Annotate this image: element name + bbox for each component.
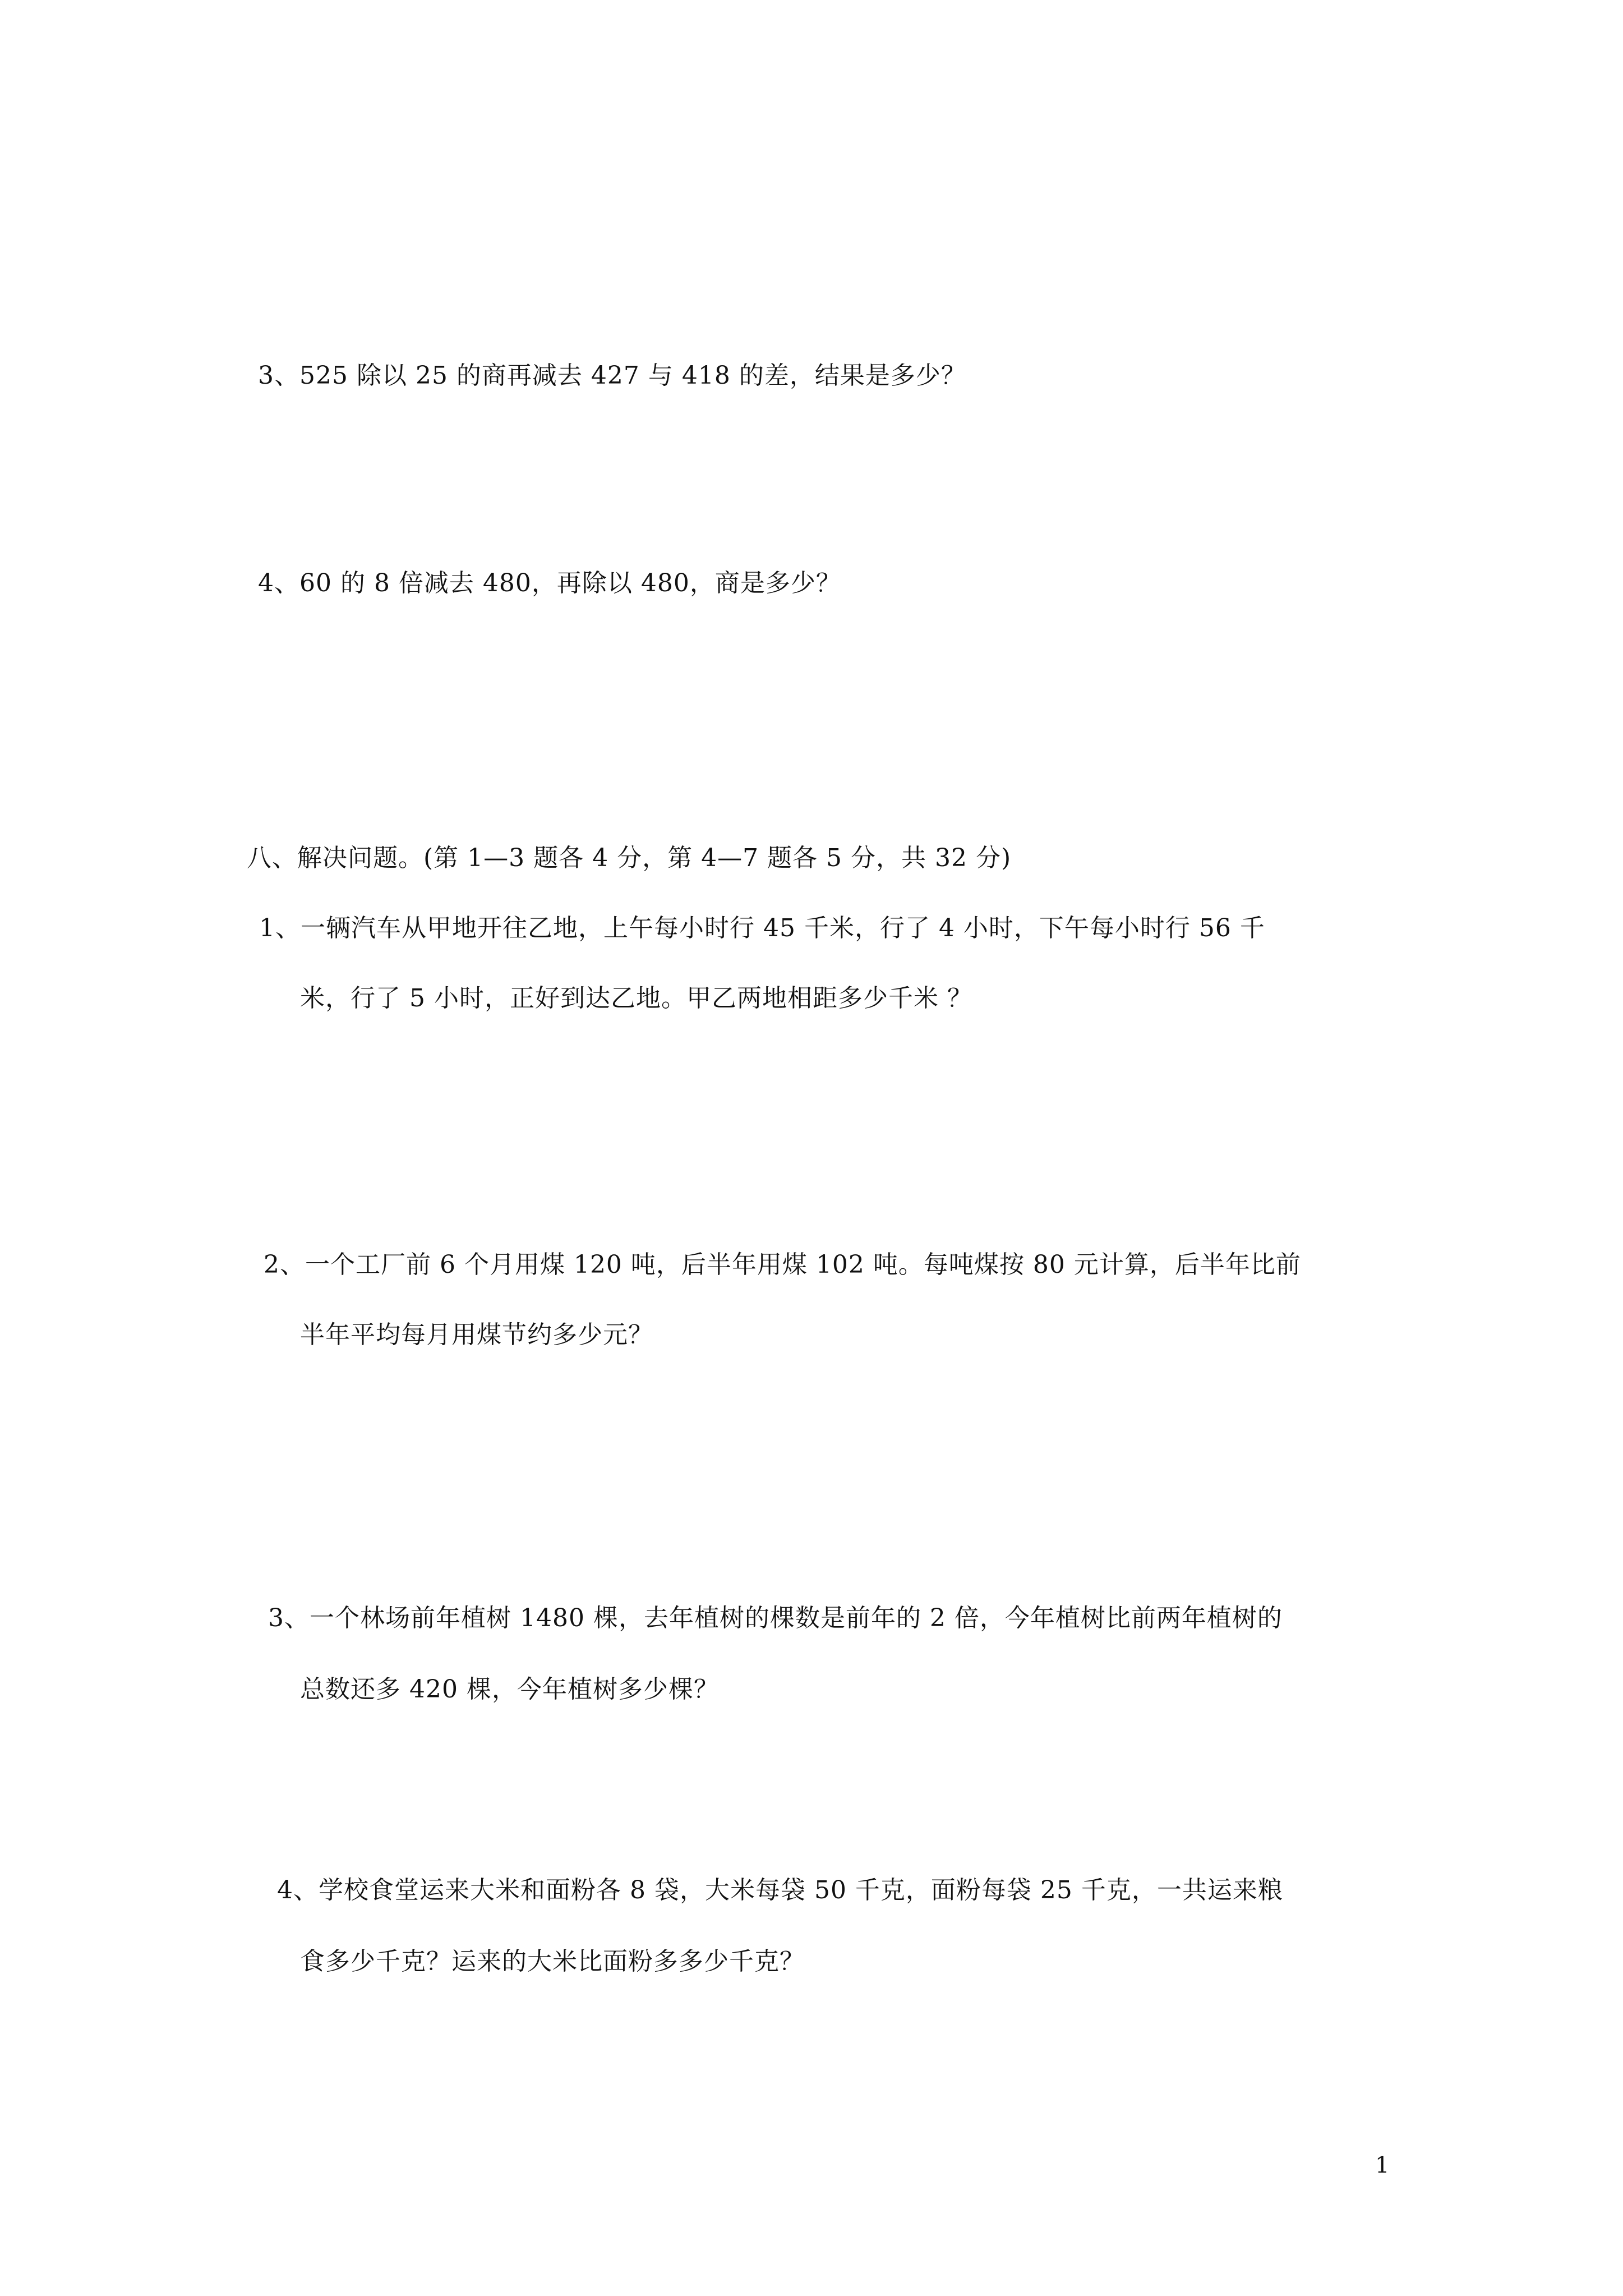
problem-2-line-1: 2、一个工厂前 6 个月用煤 120 吨，后半年用煤 102 吨。每吨煤按 80 元计算，后半年比前	[264, 1250, 1301, 1279]
problem-4-line-2: 食多少千克？运来的大米比面粉多多少千克？	[300, 1947, 805, 1976]
problem-1-line-2: 米，行了 5 小时，正好到达乙地。甲乙两地相距多少千米 ？	[300, 984, 972, 1013]
problem-3-line-1: 3、一个林场前年植树 1480 棵，去年植树的棵数是前年的 2 倍，今年植树比前两年植树的	[268, 1604, 1283, 1632]
question-7-4: 4、60 的 8 倍减去 480，再除以 480，商是多少？	[258, 569, 841, 597]
problem-4-line-1: 4、学校食堂运来大米和面粉各 8 袋，大米每袋 50 千克，面粉每袋 25 千克，一共运来粮	[277, 1876, 1283, 1904]
problem-1-line-1: 1、一辆汽车从甲地开往乙地，上午每小时行 45 千米，行了 4 小时，下午每小时行 56 千	[259, 914, 1265, 942]
page-number: 1	[1375, 2152, 1390, 2178]
problem-3-line-2: 总数还多 420 棵，今年植树多少棵？	[300, 1675, 719, 1704]
question-7-3: 3、525 除以 25 的商再减去 427 与 418 的差，结果是多少？	[258, 361, 966, 390]
section-8-heading: 八、解决问题。(第 1—3 题各 4 分，第 4—7 题各 5 分，共 32 分)	[247, 844, 1012, 872]
problem-2-line-2: 半年平均每月用煤节约多少元？	[300, 1320, 653, 1349]
